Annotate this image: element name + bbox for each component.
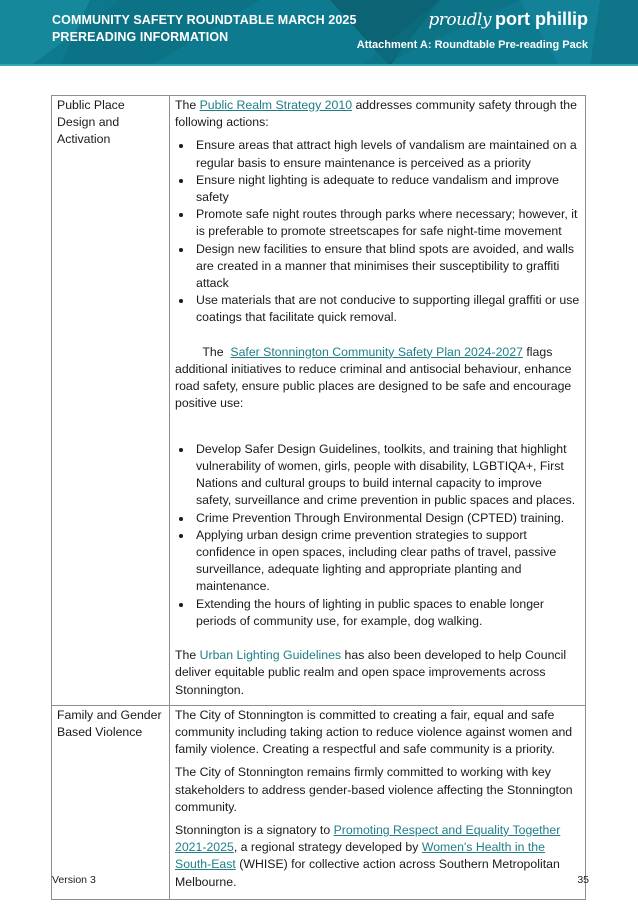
safety-plan-paragraph: The Safer Stonnington Community Safety Plan 2024-2027 flags additional initiatives to reduce criminal and antisocial behaviour, enhance road safety, ensure public places are designed to be safe and encourage positive use: [175,344,575,411]
intro-paragraph: The Public Realm Strategy 2010 addresses community safety through the following actions: [175,98,577,130]
list-item: Design new facilities to ensure that blind spots are avoided, and walls are created in a manner that minimises their susceptibility to graffiti attack [175,241,580,293]
content-table [51,95,586,900]
public-realm-strategy-link[interactable]: Public Realm Strategy 2010 [199,98,353,112]
row-body-cell [170,705,586,899]
header-accent-line [0,64,638,66]
row-label: Public Place Design and Activation [57,98,125,147]
list-item: Ensure areas that attract high levels of vandalism are maintained on a regular basis to ensure maintenance is perceived as a priority [175,137,580,171]
row-label-cell [52,705,170,899]
brand-bold-text: port phillip [495,9,588,29]
document-title-line1: COMMUNITY SAFETY ROUNDTABLE MARCH 2025 [52,13,357,27]
bullet-icon [179,144,183,148]
bullet-icon [179,517,183,521]
table-row [52,705,586,899]
row-label: Family and Gender Based Violence [57,707,162,739]
bullet-icon [179,448,183,452]
page-header [0,0,638,66]
signatory-paragraph: Stonnington is a signatory to Promoting Respect and Equality Together 2021-2025, a regional strategy developed by Women's Health in the South-East (WHISE) for collective action across Southern Metropolitan Melbourne. [175,822,561,889]
list-item: Applying urban design crime prevention strategies to support confidence in open spaces, including clear paths of travel, passive surveillance, adequate lighting and appropriate planting and maintenance. [175,527,580,596]
list-item: Extending the hours of lighting in public spaces to enable longer periods of community use, for example, dog walking. [175,596,580,630]
bullet-icon [179,179,183,183]
document-title [52,12,357,46]
bullet-icon [179,534,183,538]
table-row [52,96,586,706]
bullet-icon [179,299,183,303]
initiatives-list [175,441,580,630]
lighting-guidelines-paragraph: The Urban Lighting Guidelines has also been developed to help Council deliver equitable public realm and open space improvements across Stonnington. [175,648,567,697]
actions-list [175,137,580,326]
list-item: Promote safe night routes through parks where necessary; however, it is preferable to promote streetscapes for safe night-time movement [175,206,580,240]
footer-version: Version 3 [52,874,96,886]
row-label-cell [52,96,170,706]
brand-logo [428,8,588,31]
list-item: Develop Safer Design Guidelines, toolkits, and training that highlight vulnerability of women, girls, people with disability, LGBTIQA+, First Nations and cultural groups to build internal capacity to improve safety, surveillance and crime prevention in public spaces and places. [175,441,580,510]
stakeholders-paragraph: The City of Stonnington remains firmly committed to working with key stakeholders to address gender-based violence affecting the Stonnington community. [175,765,573,814]
promoting-respect-equality-link[interactable]: Promoting Respect and Equality Together 2021-2025 [175,822,561,855]
list-item: Crime Prevention Through Environmental Design (CPTED) training. [175,510,580,527]
bullet-icon [179,248,183,252]
bullet-icon [179,213,183,217]
safer-stonnington-plan-link[interactable]: Safer Stonnington Community Safety Plan 2024-2027 [230,344,523,359]
brand-script-text: proudly [428,10,492,30]
bullet-icon [179,603,183,607]
urban-lighting-guidelines-link[interactable]: Urban Lighting Guidelines [199,648,342,663]
list-item: Ensure night lighting is adequate to reduce vandalism and improve safety [175,172,580,206]
list-item: Use materials that are not conducive to supporting illegal graffiti or use coatings that facilitate quick removal. [175,292,580,326]
row-body-cell [170,96,586,706]
womens-health-south-east-link[interactable]: Women's Health in the South-East [175,840,545,872]
footer-page-number: 35 [577,874,589,886]
document-title-line2: PREREADING INFORMATION [52,30,229,44]
commitment-paragraph: The City of Stonnington is committed to creating a fair, equal and safe community including taking action to reduce violence against women and family violence. Creating a respectful and safe community is a priority. [175,707,573,757]
attachment-label: Attachment A: Roundtable Pre-reading Pack [356,39,588,51]
